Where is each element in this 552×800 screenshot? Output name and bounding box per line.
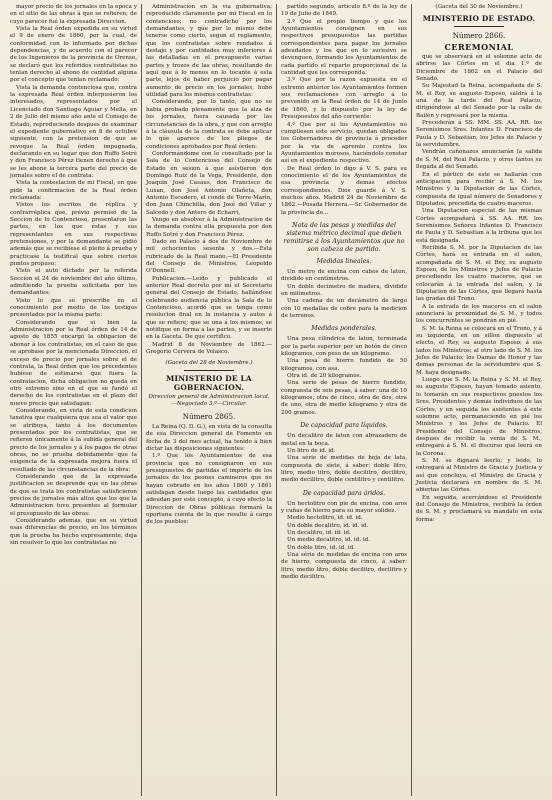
paragraph: Vistos los escritos de réplica y contrarréplica que, prévio permiso de la Seccion de lo Contencioso, presentaron las partes, en los que éstas y sus representantes en sus respectivas pretensiones, y por la demandante se pidió además que se recibiese el pleito á prueba y practicase la testifical que sobre ciertos puntos propuso: — [10, 202, 137, 268]
ceremonial-heading: CEREMONIAL — [444, 42, 514, 52]
paragraph: A la entrada de los maceros en el salon anunciará la proximidad de S. M., y todos los concurrentes se pondrán en pié. — [416, 303, 542, 325]
measure-item: Una pesa de hierro fundido de 50 kilogramos, con asa. — [281, 358, 407, 372]
measure-item: Una pesa cilíndrica de laton, terminada por la parte superior por un botón de cinco kilogramos, con peso de un kilogramo. — [281, 336, 407, 358]
paragraph: La Reina (Q. D. G.), en vista de la consulta de esa Direccion general de Fomento en fecha de 3 del mes actual, ha tenido á bien dictar las disposiciones siguientes: — [146, 423, 272, 452]
paragraph: Considerando, por lo tanto, que no se habia probado plenamente que la alza de los jornales, fuera causada por las circunstancias de la obra, y que con arreglo á la cláusula de la contrata se debe aplicar lo que aparece de los pliegos de condiciones aprobados por Real órden: — [146, 99, 272, 150]
decree-number: Número 2866. — [452, 31, 506, 40]
measure-item: Una série de medidas de hoja de lata, compuesta de siete, á saber: doble litro, litro, medio litro, doble decilitro, decilitro, medio decilitro, doble centilitro y centilitro. — [281, 455, 407, 484]
measure-item: Un doble decalitro, id. id. id. — [287, 522, 369, 529]
paragraph: 3.º Que por la razon expuesta en el extremo anterior los Ayuntamientos formen sus reclamaciones con arreglo á lo prevenido en la Real órden de 14 de Junio de 1860, y lo dispuesto por la ley de Presupuestos del año corriente: — [281, 77, 407, 121]
paragraph: De Real órden lo digo á V. S. para su conocimiento el de los Ayuntamientos de esa provincia y demas efectos correspondientes. Dios guarde á V. S. muchos años. Madrid 24 de Noviembre de 1862.—Posada Herrera.—Sr. Gobernador de la provincia de... — [281, 165, 407, 216]
column-2 — [141, 4, 276, 796]
paragraph: Publicacion.—Leido y publicado el anterior Real decreto por mí el Secretario general del Consejo de Estado, hallándose celebrando audiencia pública la Sala de lo Contencioso, acordó que se tenga como resolucion final en la instancia y autos á que se refiere; que se una á los mismos, se notifique en forma á las partes, y se inserte en la Gaceta. De que certifico. — [146, 275, 272, 341]
column-4 — [411, 4, 546, 796]
measure-item: Medio hectolitro, id. id. id. — [287, 515, 363, 522]
paragraph: Vendrán cañonazos anunciarán la salida de S. M. del Real Palacio, y otros tantos su llegada al del Senado. — [416, 149, 542, 171]
paragraph: Considerando, en vista de esta condicion taxativa que cualquiera que sea el valor que se atribuya, tanto á los documentos presentados por los contratistas, que se refieren únicamente á la subida general del precio de los jornales y á los pagos de otras obras, no se prueba debidamente que la exigencia de la expresada mejora fuera el resultado de las circunstancias de la obra: — [10, 407, 137, 473]
divider — [184, 370, 234, 371]
subsection-heading: Medidas lineales. — [316, 257, 372, 265]
paragraph: Administracion en la via gubernativa; reproducido claramente por mi Fiscal en lo contencioso; no contradicho por los demandantes, y que por lo mismo debe tenerse como cierto, segun el reglamento, que los contratistas sobre rendados á destajo y por cantidades muy inferiores á las detalladas en el presupuesto varias partes y trozos de las obras, resultando de aquí que á lo menos en lo tocante á esta parte, lejos de haber perjuicio por pagar aumento de precio en los jornales, hubo utilidad para los mismos contratistas: — [146, 4, 272, 99]
paragraph: Recibida S. M. por la Diputacion de las Córtes, hará su entrada en el salon, acompañada de S. M. el Rey, su augusto Esposo, de los Ministros y Jefes de Palacio precediendo los cuatro maceros, que se colocarán á la entrada del salon, y la Diputacion de las Córtes, que llegará hasta las gradas del Trono. — [416, 244, 542, 303]
paragraph: 2.º Que el propio tiempo y que los Ayuntamientos consignen en sus respectivos presupuestos las partidas correspondientes para pagar los jornales adeudados y los que en lo sucesivo se devenguen, formando los Ayuntamientos de cada partido el reparto proporcional de la cantidad que les corresponda: — [281, 18, 407, 77]
columns — [6, 4, 546, 796]
measure-item: Una serie de pesas de hierro fundido, compuesta de seis pesas, á saber: una de 10 kilogramos, otra de cinco, otra de dos, otra de uno, otra de medio kilogramo y otra de 200 gramos. — [281, 380, 407, 416]
paragraph: partido segundo, artículo 8.º de la ley de 19 de Julio de 1849. — [281, 4, 407, 18]
measure-item: Un doble litro, id. id. id. — [287, 544, 355, 551]
measure-item: Un medio decalitro, id. id. id. — [287, 537, 371, 544]
measure-item: Un metro de encina con cabos de laton, dividido en centímetros. — [281, 268, 407, 283]
paragraph: Conformándome con lo consultado por la Sala de lo Contencioso del Consejo de Estado en sesion á que asistieron don Domingo Ruiz de la Vega, Presidente, don Joaquin José Casaus, don Francisco de Luxan, don José Antonio Olañeta, don Antonio Escudero, el conde de Torre-Marin, don Juan Chinchilla, don José del Villar y Salcedo y don Antero de Echarri, — [146, 150, 272, 216]
paragraph: Luego que S. M. la Reina y S. M. el Rey, su augusto Esposo, hayan tomado asiento, lo tomarán en sus respectivos puestos los Sres. Presidentes y demas individuos de las Córtes, y en seguida los asistentes á este solemne acto, permaneciendo en pié los Ministros y los Jefes de Palacio. El Presidente del Consejo de Ministros, despues de recibir la venia de S. M., entregará á S. M. el discurso que leerá en la Corona. — [416, 377, 542, 457]
subsection-heading: Medidas ponderales. — [311, 325, 377, 333]
paragraph: Su Majestad la Reina, acompañada de S. M. el Rey, su augusto Esposo, saldrá á la una de la tarde del Real Palacio, dirigiéndose al del Senado por la calle de Bailén y regresará por la misma. — [416, 83, 542, 119]
subsection-heading: De capacidad para áridos. — [302, 489, 386, 497]
ministry-heading: MINISTERIO DE ESTADO. — [422, 14, 536, 23]
measure-item: Una cadena de un decámetro de largo con 10 medallas de cobre para la medicion de terrenos. — [281, 298, 407, 320]
paragraph: Visto lo que se prescribe en el conocimiento por medio de los testigos presentados por la misma parte: — [10, 297, 137, 319]
paragraph: Visto el auto dictado por la referida Seccion el 24 de noviembre del año último, admitiendo la prueba solicitada por los demandantes: — [10, 268, 137, 297]
measure-item: Un litro de id. id. — [287, 447, 336, 454]
paragraph: En el pórtico de este se hallarán con anticipacion para recibir á S. M. los Ministros y la Diputacion de las Córtes, compuesta de igual número de Senadores y Diputados, precedida de cuatro maceros. — [416, 171, 542, 207]
paragraph: Considerando que si bien la Administracion por la Real órden de 14 de agosto de 1855 encargó la obligacion de abonar á los contratistas, en el caso de que se aprobase por la mencionada Direccion, el exceso de precio por jornales sobre el de contrata, la Real órden que los precedentes hubiese de estimarse que fuera la contratacion, dicha obligacion no queda en otro extremo sino en el que se fundó el derecho de los contratistas en el plazo del nuevo precio que satisfagan: — [10, 319, 137, 407]
paragraph: Vista la contestacion de mi Fiscal, en que pide la confirmacion de la Real órden reclamada: — [10, 180, 137, 201]
paragraph: 4.º Que por si los Ayuntamientos no cumpliesen este servicio, quedan obligados los Gobernadores de provincia á proceder por la via de apremio contra los Ayuntamientos morosos, haciéndolo constar así en el expediente respectivo. — [281, 121, 407, 165]
measure-item: Otra id. de 20 kilogramos. — [287, 373, 362, 380]
paragraph: Vengo en absolver á la Administracion de la demanda contra ella propuesta por don Ruffo Sotré y don Francisco Pérez. — [146, 216, 272, 238]
divider — [454, 26, 504, 27]
measure-item: Un doble decímetro de madera, dividido en milímetros. — [281, 283, 407, 297]
ministry-subheading: Direccion general de Administracion local.—Negociado 3.º—Circular. — [148, 393, 270, 407]
paragraph: En seguida, acercándose el Presidente del Consejo de Ministros, recibirá la órden de S. M. y proclamará su mandato en esta forma: — [416, 494, 542, 523]
paragraph: mayor precio de los jornales en la época y en el sitio de las obras á que se refieren; de cuyo parecer fué la expresada Direccion. — [10, 4, 137, 25]
paragraph: Dado en Palacio á dos de Noviembre de mil ochocientos sesenta y dos.—Está rubricado de la Real mano.—El Presidente del Consejo de Ministros, Leopoldo O'Donnell. — [146, 239, 272, 275]
signature-line: Madrid 8 de Noviembre de 1862.—Gregorio Cervera de Velasco. — [146, 341, 272, 356]
paragraph: que se observará en el solemne acto de abrirse las Córtes en el dia 1.º de Diciembre de 1862 en el Palacio del Senado. — [416, 54, 542, 83]
ministry-heading: MINISTERIO DE LA GOBERNACION. — [166, 373, 252, 392]
paragraph: 1.º Que los Ayuntamientos de esa provincia que no consignaron en sus presupuestos de partidas el importe de los jornales de los peones camineros que no hayan cobrado en los años 1860 y 1861 satisfagan desde luego las cantidades que adeudan por este concepto, á cuyo efecto la Direccion de Obras públicas formará la oportuna cuenta de lo que resulte á cargo de los pueblos: — [146, 453, 272, 526]
paragraph: Vista la demanda contenciosa que, contra la expresada Real órden interpusieron los interesados, representados por el Licenciado don Santiago Aguiar y Mella, en 2 de Julio del mismo año ante el Consejo de Estado, reproduciendo despues de examinar el expediente gubernativo en 8 de octubre siguiente, con la pretension de que se revoque la Real órden impugnada, declarando en su lugar que don Ruffo Sotré y don Francisco Pérez tienen derecho á que se les abone la tercera parte del precio de jornales sobre el de contrata: — [10, 84, 137, 179]
paragraph: Vista la Real órden expedida en su virtud el 9 de enero de 1860, por la cual, de conformidad con lo informado por dichas dependencias, y de acuerdo con el parecer de los Ingenieros de la provincia de Orense, se declaró que los referidos contratistas no tenian derecho al abono de cantidad alguna por el concepto que tenian reclamado: — [10, 26, 137, 84]
measure-item: Un decalitro, id. id. id. — [287, 529, 351, 536]
measure-item: Un hectolitro con pie de encina, con aros y cuñas de hierro para su mayor solidez. — [281, 500, 407, 514]
measure-item: Una série de medidas de encina con aros de hierro, compuesta de cinco, á saber: litro, medio litro, doble decilitro, decilitro y medio decilitro. — [281, 551, 407, 580]
measure-item: Un decalitro de laton con abrazadero de metal en la boca. — [281, 433, 407, 447]
paragraph: Precederán á SS. MM. SS. AA. RR. los Serenísimos Sres. Infantes D. Francisco de Paula y D. Sebastian, los Jefes de Palacio y la servidumbre. — [416, 120, 542, 149]
gazette-date-note: (Gaceta del 30 de Noviembre.) — [435, 4, 523, 10]
column-1 — [6, 4, 141, 796]
paragraph: S. M. la Reina se colocará en el Trono, y á su izquierda, en un sillon dispuesto al efecto, el Rey, su augusto Esposo; á sus lados los Ministros; al otro lado de S. M. los Jefes de Palacio; los Damas de Honor y las demas personas de la servidumbre que S. M. haya designado. — [416, 325, 542, 376]
paragraph: S. M. se dignará leerlo; y leido, lo entregará al Ministro de Gracia y Justicia y así que concluya, el Ministro de Gracia y Justicia declarará en nombre de S. M. abiertas las Córtes. — [416, 457, 542, 494]
decree-number: Número 2865. — [182, 411, 236, 421]
paragraph: Considerando que de la expresada justificacion se desprende que en las obras de que se trata los contratistas satisficieron precios de jornales más altos que los que la Administracion tuvo presentes al formular el presupuesto de las obras: — [10, 474, 137, 517]
paragraph: Una Diputacion especial de las mismas Córtes acompañará á SS. AA. RR. los Serenísimos Señores Infantes D. Francisco de Paula y D. Sebastian á la tribuna que les está designada. — [416, 208, 542, 244]
paragraph: Considerando ademas, que en su virtud esas diferencias de precio, en los términos que la prueba ha hecho expresamente, deja sin resolver lo que los contratistas no — [10, 518, 137, 547]
subsection-heading: De capacidad para líquidos. — [300, 422, 388, 430]
column-3 — [276, 4, 411, 796]
section-heading: Nota de las pesas y medidas del sistema métrico decimal que deben remitirse á los Ayuntamientos que no son cabeza de partido. — [283, 220, 405, 253]
gazette-date-note: (Gaceta del 28 de Noviembre.) — [165, 359, 253, 366]
